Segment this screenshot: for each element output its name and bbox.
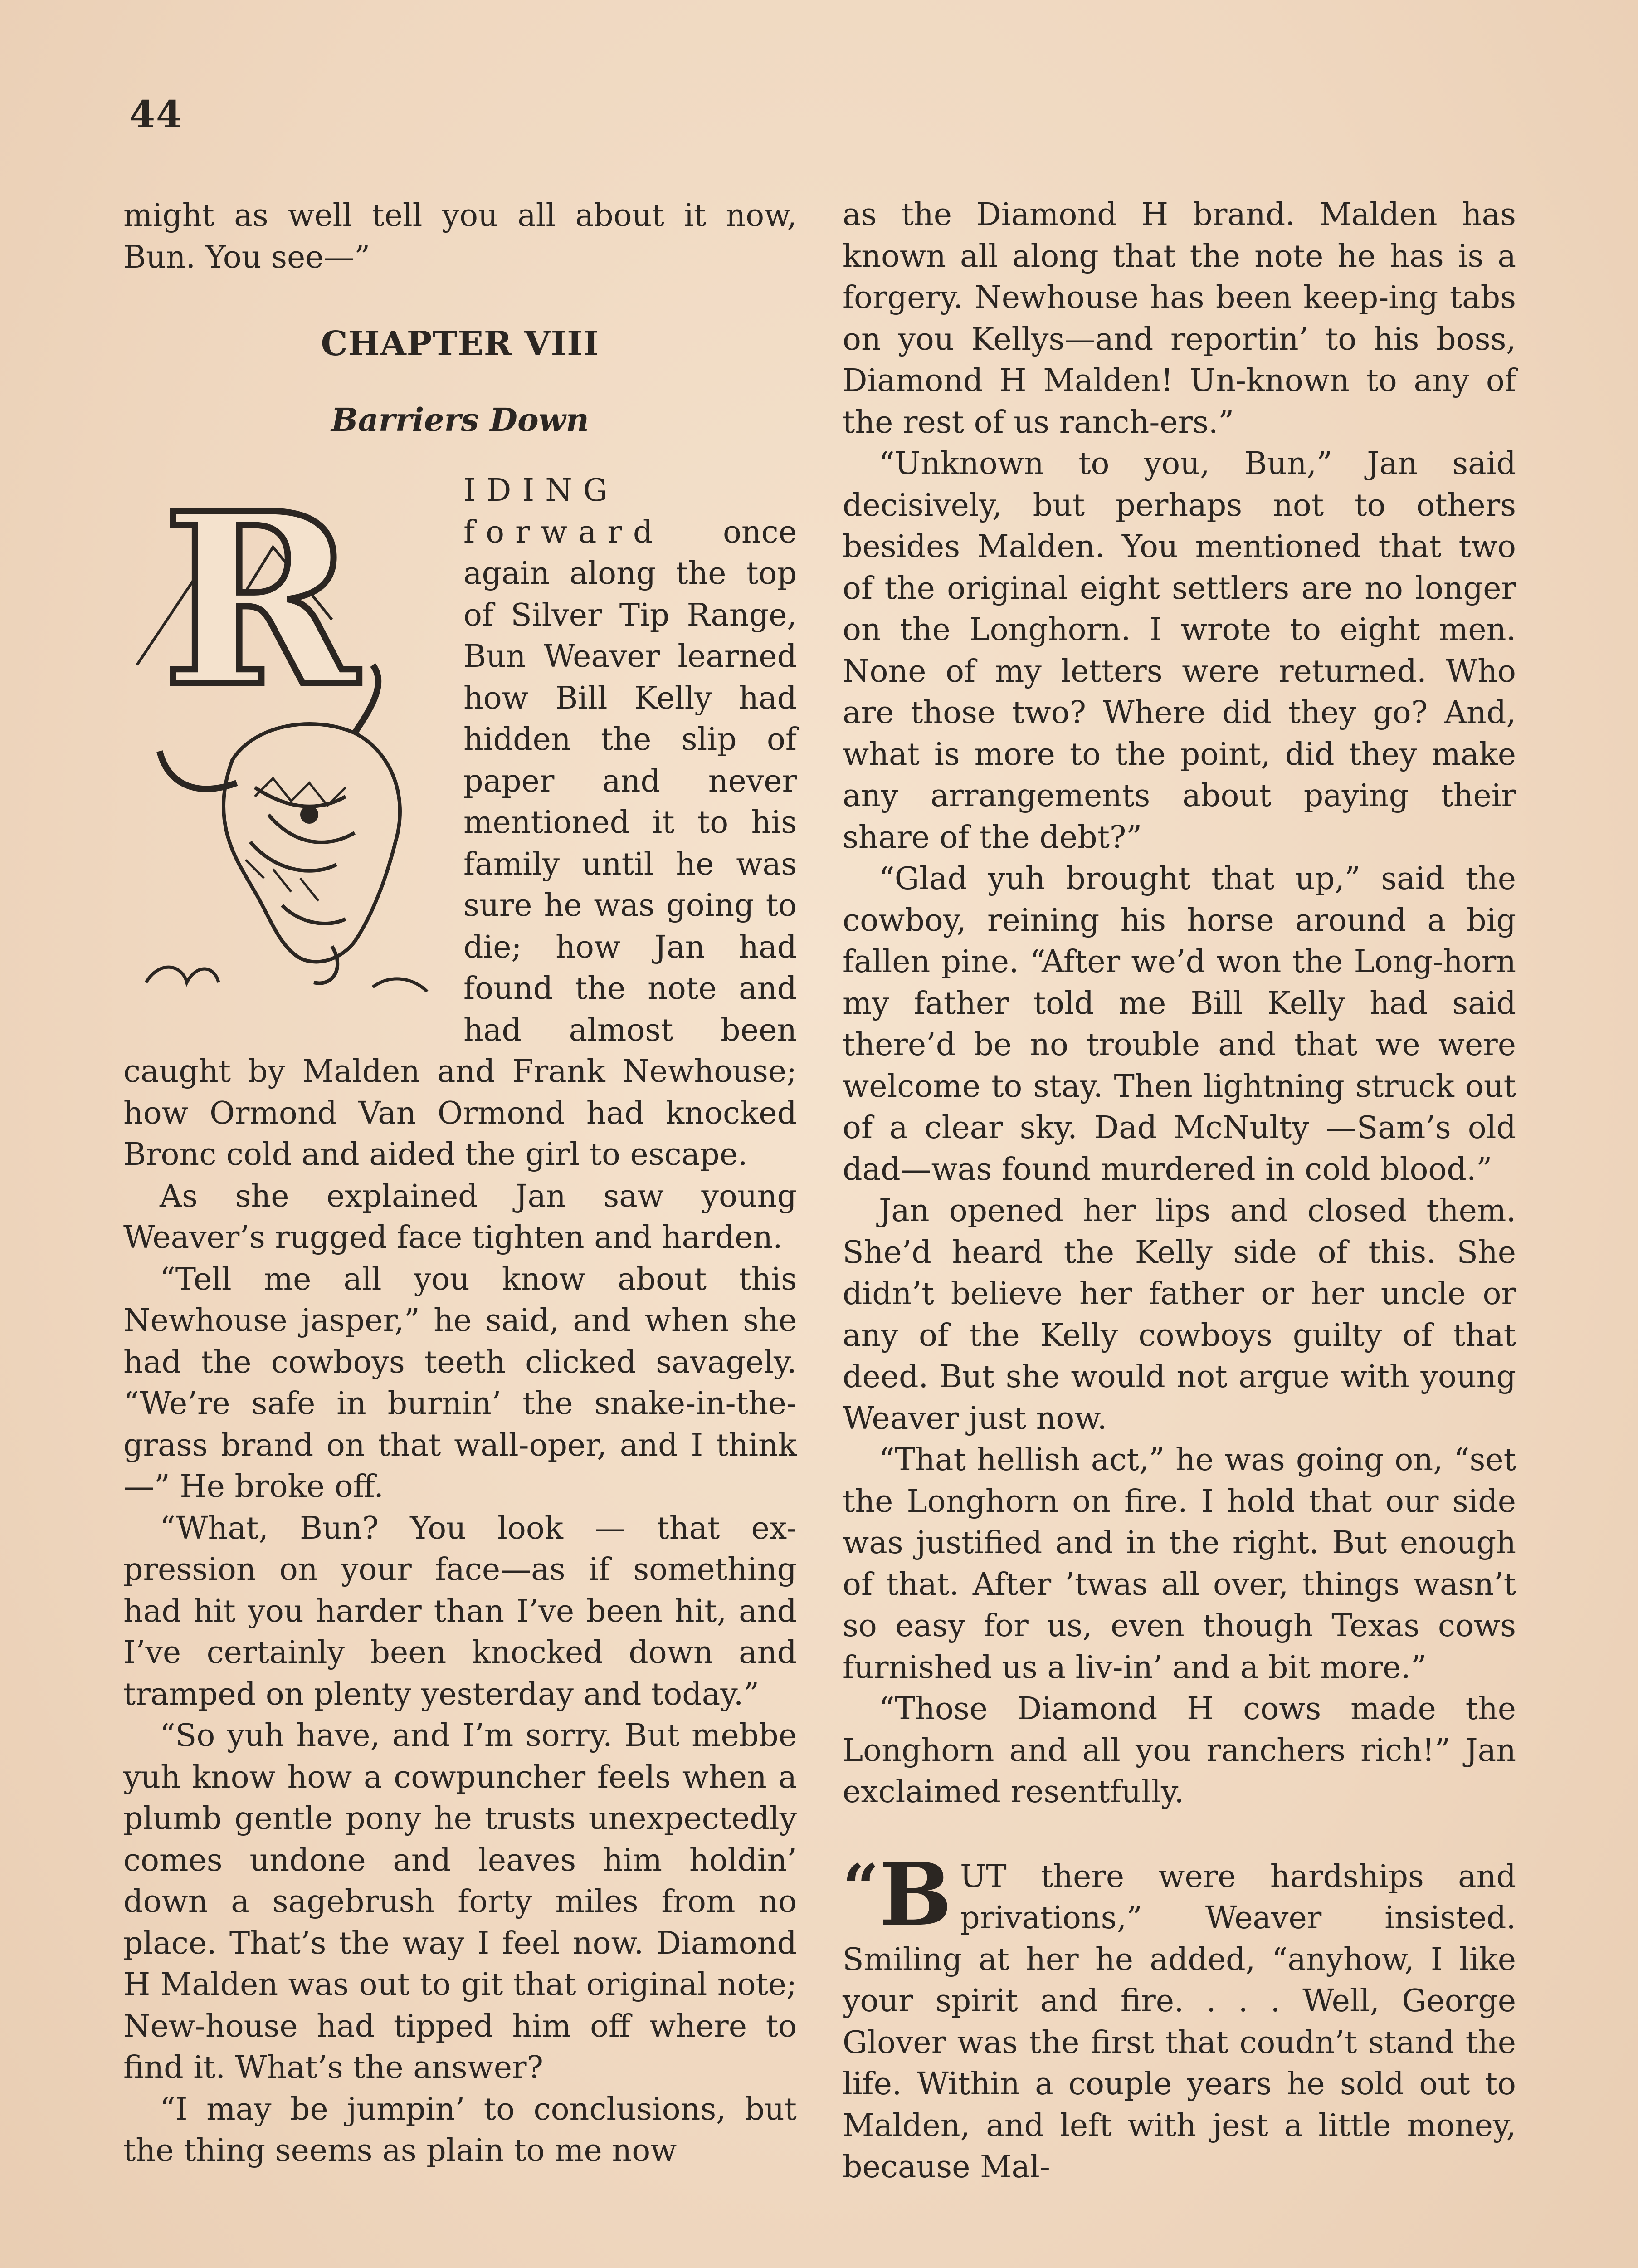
paragraph: Jan opened her lips and closed them. She’d heard the Kelly side of this. She didn’t believe her father or her uncle or any of the Kelly cowboys guilty of that deed. But she would not argue with young Weaver just now. — [843, 1193, 1516, 1437]
paragraph: As she explained Jan saw young Weaver’s rugged face tighten and harden. — [123, 1178, 797, 1256]
bull-illustration-icon — [119, 470, 454, 1028]
chapter-title: CHAPTER VIII — [321, 324, 600, 363]
paragraph: “Unknown to you, Bun,” Jan said decisively, but perhaps not to others besides Malden. You mentioned that two of the original eight settlers are no longer on the Longhorn. I wrote to eight men. None of my letters were returned. Who are those two? Where did they go? And, what is more to the point, did they make any arrangements about paying their share of the debt?” — [843, 446, 1516, 855]
right-column — [843, 194, 1516, 2188]
dropcap-letter — [162, 470, 361, 739]
paragraph: “Tell me all you know about this Newhouse jasper,” he said, and when she had the cowboys teeth clicked savagely. “We’re safe in burnin’ the snake-in-the-grass brand on that wall-oper, and I think—” He broke off. — [123, 1261, 797, 1505]
paragraph: “What, Bun? You look — that ex-pression on your face—as if something had hit you harder than I’ve been hit, and I’ve certainly been knocked down and tramped on plenty yesterday and today.” — [123, 1510, 797, 1712]
page-number: 44 — [129, 93, 183, 137]
paragraph: as the Diamond H brand. Malden has known all along that the note he has is a forgery. Newhouse has been keep-ing tabs on you Kellys—and reportin’ to his boss, Diamond H Malden! Un-known to any of the rest of us ranch-ers.” — [843, 197, 1516, 440]
chapter-subtitle: Barriers Down — [331, 401, 589, 439]
opening-text: might as well tell you all about it now, Bun. You see—” — [123, 198, 797, 275]
dropcap-paragraph: once again along the top of Silver Tip Range, Bun Weaver learned how Bill Kelly had hidden the slip of paper and never mentioned it to his family until he was sure he was going to die; how Jan had found the note and had almost been caught by Malden and Frank Newhouse; how Ormond Van Ormond had knocked Bronc cold and aided the girl to escape. — [123, 514, 797, 1173]
section-paragraph — [843, 1843, 1516, 2188]
dropcap-illustration — [119, 470, 454, 1028]
section-text: UT there were hardships and privations,” Weaver insisted. Smiling at her he added, “anyhow, I like your spirit and fire. . . . Well, George Glover was the first that coudn’t stand the life. Within a couple years he sold out to Malden, and left with jest a little money, because Mal- — [843, 1858, 1516, 2185]
svg-text:R: R — [162, 470, 358, 739]
dropcap-block — [123, 470, 797, 1176]
paragraph: “Those Diamond H cows made the Longhorn and all you ranchers rich!” Jan exclaimed resentfully. — [843, 1691, 1516, 1810]
paragraph: “So yuh have, and I’m sorry. But mebbe yuh know how a cowpuncher feels when a plumb gentle pony he trusts unexpectedly comes undone and leaves him holdin’ down a sagebrush forty miles from no place. That’s the way I feel now. Diamond H Malden was out to git that original note; New-house had tipped him off where to find it. What’s the answer? — [123, 1718, 797, 2086]
paragraph: “Glad yuh brought that up,” said the cowboy, reining his horse around a big fallen pine. “After we’d won the Long-horn my father told me Bill Kelly had said there’d be no trouble and that we were welcome to stay. Then lightning struck out of a clear sky. Dad McNulty —Sam’s old dad—was found murdered in cold blood.” — [843, 861, 1516, 1188]
left-column — [123, 195, 797, 2172]
section-initial: “B — [843, 1843, 952, 1945]
paragraph: “That hellish act,” he was going on, “set the Longhorn on fire. I hold that our side was justified and in the right. But enough of that. After ’twas all over, things wasn’t so easy for us, even though Texas cows furnished us a liv-in’ and a bit more.” — [843, 1442, 1516, 1686]
dropcap-continuation: IDING forward — [463, 473, 664, 550]
paragraph: “I may be jumpin’ to conclusions, but the thing seems as plain to me now — [123, 2091, 797, 2169]
